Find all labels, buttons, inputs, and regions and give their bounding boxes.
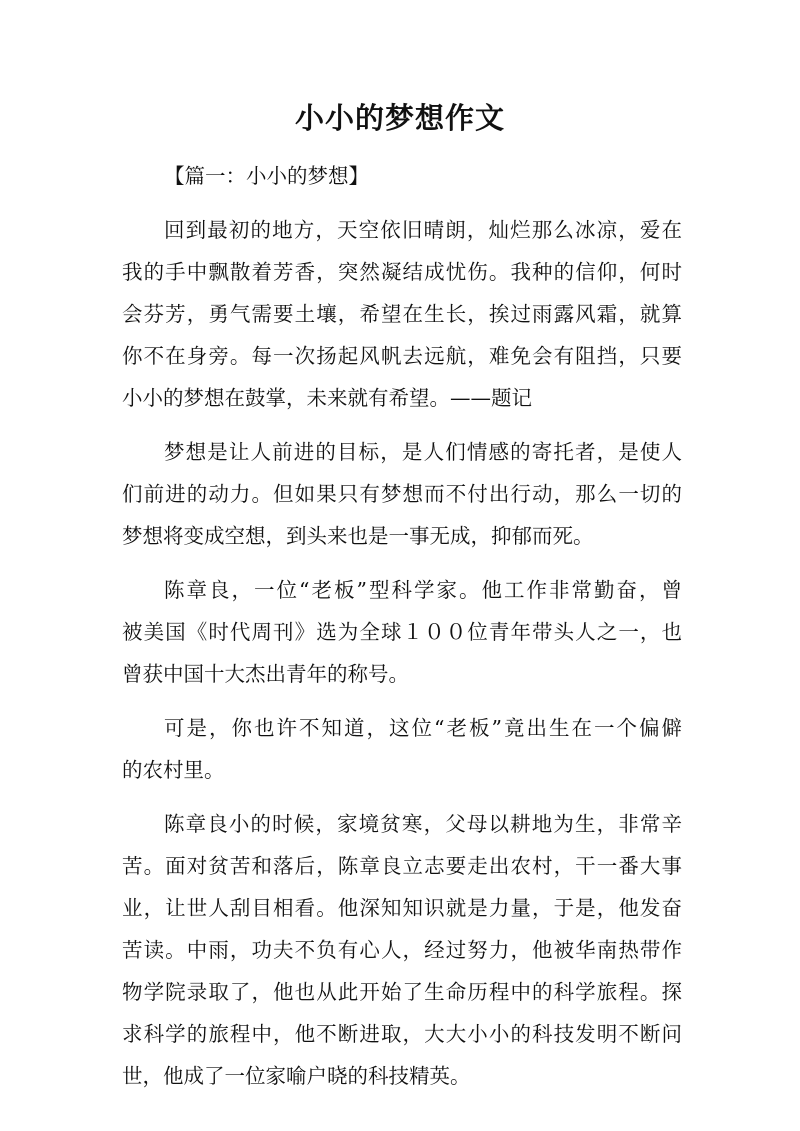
- document-body: [122, 155, 682, 1097]
- paragraph-gap: [122, 197, 682, 209]
- paragraph-line: 求科学的旅程中，他不断进取，大大小小的科技发明不断问: [122, 1022, 682, 1046]
- paragraph-line: 苦读。中雨，功夫不负有心人，经过努力，他被华南热带作: [122, 938, 682, 962]
- paragraph-gap: [122, 419, 682, 431]
- paragraph-line: 曾获中国十大杰出青年的称号。: [122, 662, 409, 686]
- paragraph-line: 可是，你也许不知道，这位“老板”竟出生在一个偏僻: [164, 716, 682, 740]
- paragraph-line: 被美国《时代周刊》选为全球１００位青年带头人之一，也: [122, 620, 682, 644]
- paragraph-line: 陈章良，一位“老板”型科学家。他工作非常勤奋，曾: [164, 578, 682, 602]
- paragraph-line: 们前进的动力。但如果只有梦想而不付出行动，那么一切的: [122, 482, 682, 506]
- paragraph-2: [122, 431, 682, 557]
- paragraph-line: 苦。面对贫苦和落后，陈章良立志要走出农村，干一番大事: [122, 854, 682, 878]
- paragraph-1: [122, 209, 682, 419]
- paragraph-line: 你不在身旁。每一次扬起风帆去远航，难免会有阻挡，只要: [122, 344, 682, 368]
- paragraph-gap: [122, 791, 682, 803]
- paragraph-3: [122, 569, 682, 695]
- paragraph-line: 世，他成了一位家喻户晓的科技精英。: [122, 1064, 471, 1088]
- paragraph-line: 会芬芳，勇气需要土壤，希望在生长，挨过雨露风霜，就算: [122, 302, 682, 326]
- paragraph-gap: [122, 695, 682, 707]
- section-heading: 【篇一：小小的梦想】: [164, 164, 369, 188]
- paragraph-gap: [122, 557, 682, 569]
- paragraph-5: [122, 803, 682, 1097]
- document-title: 小小的梦想作文: [294, 101, 505, 135]
- paragraph-line: 小小的梦想在鼓掌，未来就有希望。——题记: [122, 386, 532, 410]
- paragraph-line: 的农村里。: [122, 758, 225, 782]
- paragraph-line: 梦想将变成空想，到头来也是一事无成，抑郁而死。: [122, 524, 594, 548]
- paragraph-line: 梦想是让人前进的目标，是人们情感的寄托者，是使人: [164, 440, 682, 464]
- paragraph-line: 陈章良小的时候，家境贫寒，父母以耕地为生，非常辛: [164, 812, 682, 836]
- paragraph-line: 物学院录取了，他也从此开始了生命历程中的科学旅程。探: [122, 980, 682, 1004]
- paragraph-line: 业，让世人刮目相看。他深知知识就是力量，于是，他发奋: [122, 896, 682, 920]
- paragraph-line: 我的手中飘散着芳香，突然凝结成忧伤。我种的信仰，何时: [122, 260, 682, 284]
- paragraph-line: 回到最初的地方，天空依旧晴朗，灿烂那么冰凉，爱在: [164, 218, 682, 242]
- paragraph-4: [122, 707, 682, 791]
